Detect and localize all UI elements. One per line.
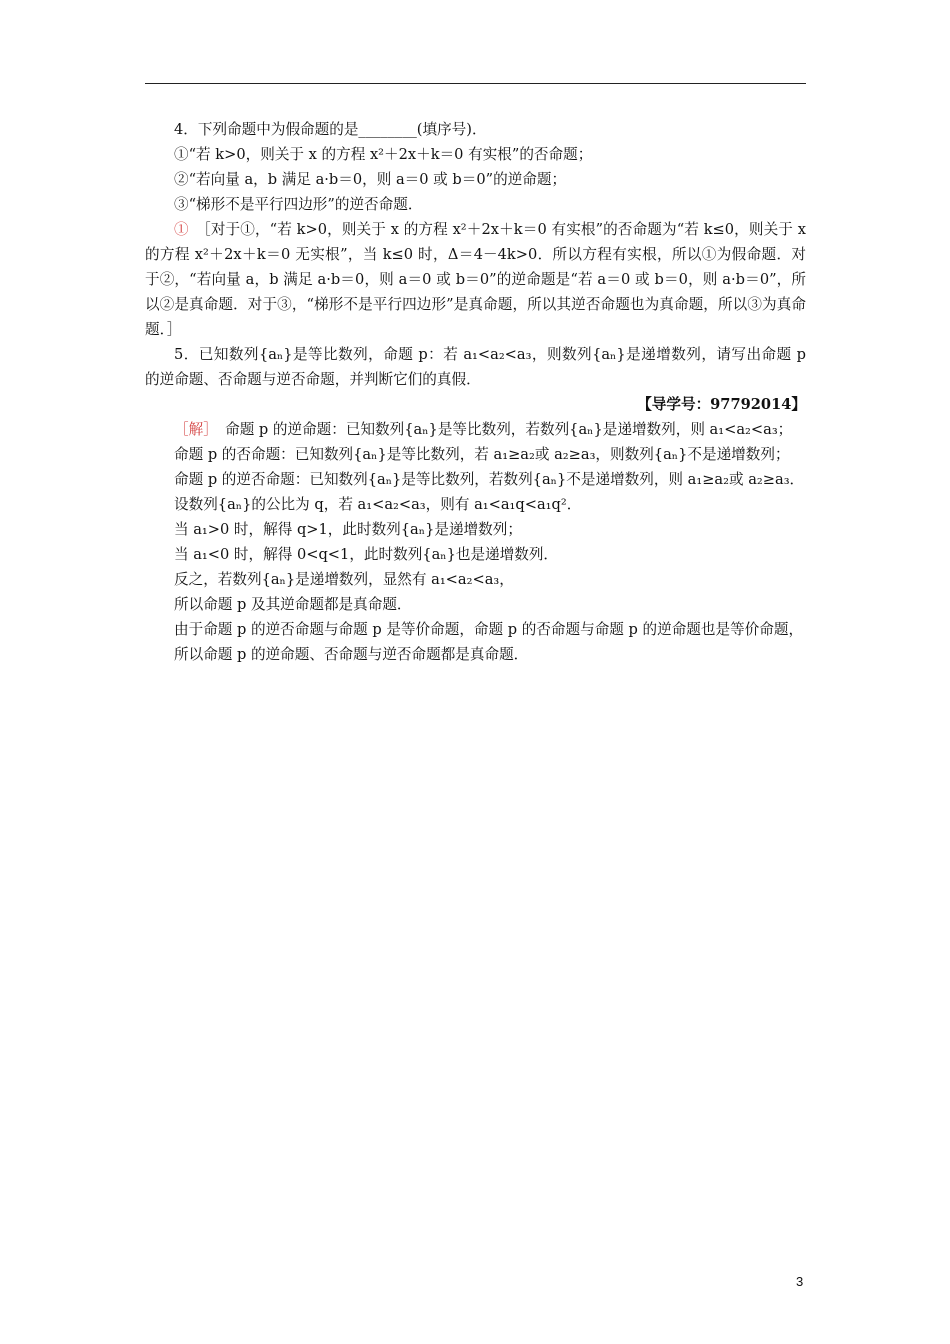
q5-solution-line-9: 由于命题 p 的逆否命题与命题 p 是等价命题，命题 p 的否命题与命题 p 的逆命题也是等价命题，	[174, 621, 804, 638]
q5-solution-line-10: 所以命题 p 的逆命题、否命题与逆否命题都是真命题．	[174, 646, 529, 663]
document-body	[145, 117, 806, 667]
q4-item-1: ①“若 k>0，则关于 x 的方程 x²＋2x＋k＝0 有实根”的否命题；	[174, 146, 593, 163]
q4-answer-mark: ①	[174, 221, 189, 238]
q5-solution-line-2: 命题 p 的否命题：已知数列{aₙ}是等比数列，若 a₁≥a₂或 a₂≥a₃，则数列{aₙ}不是递增数列；	[174, 446, 790, 463]
q4-answer	[145, 217, 806, 342]
solution-label: ［解］	[174, 421, 211, 438]
page-number: 3	[796, 1274, 804, 1289]
q5-solution-line-3: 命题 p 的逆否命题：已知数列{aₙ}是等比数列，若数列{aₙ}不是递增数列，则 a₁≥a₂或 a₂≥a₃．	[174, 471, 805, 488]
q4-explanation: ［对于①，“若 k>0，则关于 x 的方程 x²＋2x＋k＝0 有实根”的否命题为“若 k≤0，则关于 x 的方程 x²＋2x＋k＝0 无实根”，当 k≤0 时，Δ＝4－4k>0．所以方程有实根，所以①为假命题．对于②，“若向量 a，b 满足 a·b＝0，则 a＝0 或 b＝0”的逆命题是“若 a＝0 或 b＝0，则 a·b＝0”，所以②是真命题．对于③，“梯形不是平行四边形”是真命题，所以其逆否命题也为真命题，所以③为真命题．］	[145, 221, 806, 338]
q5-solution-line-1: ［解］ 命题 p 的逆命题：已知数列{aₙ}是等比数列，若数列{aₙ}是递增数列，则 a₁<a₂<a₃；	[174, 421, 793, 438]
q4-stem: 4．下列命题中为假命题的是________(填序号)．	[174, 121, 487, 138]
guide-number: 【导学号：97792014】	[637, 396, 806, 413]
q5-stem: 5．已知数列{aₙ}是等比数列，命题 p：若 a₁<a₂<a₃，则数列{aₙ}是递增数列，请写出命题 p 的逆命题、否命题与逆否命题，并判断它们的真假．	[145, 346, 806, 388]
q4-item-2: ②“若向量 a，b 满足 a·b＝0，则 a＝0 或 b＝0”的逆命题；	[174, 171, 567, 188]
q5-solution-line-8: 所以命题 p 及其逆命题都是真命题．	[174, 596, 412, 613]
q5-solution-line-6: 当 a₁<0 时，解得 0<q<1，此时数列{aₙ}也是递增数列．	[174, 546, 559, 563]
q4-item-3: ③“梯形不是平行四边形”的逆否命题．	[174, 196, 423, 213]
q5-solution-line-7: 反之，若数列{aₙ}是递增数列，显然有 a₁<a₂<a₃，	[174, 571, 514, 588]
q5-solution-line-5: 当 a₁>0 时，解得 q>1，此时数列{aₙ}是递增数列；	[174, 521, 522, 538]
header-rule	[145, 83, 806, 84]
q5-solution-line-4: 设数列{aₙ}的公比为 q，若 a₁<a₂<a₃，则有 a₁<a₁q<a₁q²．	[174, 496, 582, 513]
